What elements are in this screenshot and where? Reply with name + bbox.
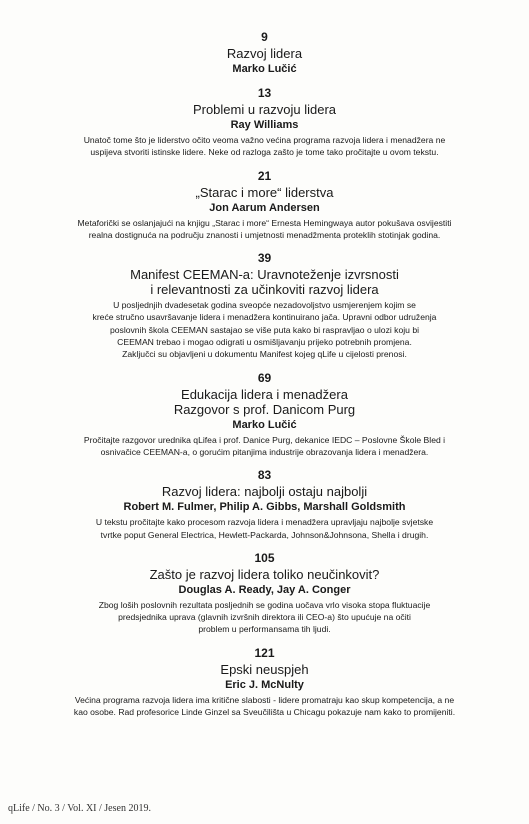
toc-entry (0, 251, 529, 360)
article-title: Razvoj lidera (226, 46, 303, 61)
article-title: Edukacija lidera i menadžera Razgovor s prof. Danicom Purg (173, 386, 356, 417)
article-description: Većina programa razvoja lidera ima kritične slabosti - lidere promatraju kao skup kompetencija, a ne kao osobe. Rad profesorice Linde Ginzel sa Sveučilišta u Chicagu pokazuje nam kako to promijeniti. (73, 694, 456, 718)
toc-entry (0, 646, 529, 719)
article-title: Zašto je razvoj lidera toliko neučinkovit? (149, 566, 380, 582)
page-number: 121 (254, 645, 275, 660)
article-author: Jon Aarum Andersen (209, 201, 320, 214)
page-number: 9 (261, 30, 268, 44)
article-title: Razvoj lidera: najbolji ostaju najbolji (161, 484, 368, 500)
toc-entry (0, 371, 529, 459)
article-author: Marko Lučić (232, 418, 297, 431)
article-author: Eric J. McNulty (225, 678, 304, 691)
article-title: Problemi u razvoju lidera (192, 102, 337, 117)
toc-entry (0, 30, 529, 76)
article-description: Unatoč tome što je liderstvo očito veoma važno većina programa razvoja lidera i menadžera ne uspijeva stvoriti istinske lidere. Neke od razloga zašto je tome tako pročitajte u ovom tekstu. (83, 135, 446, 158)
article-description: Pročitajte razgovor urednika qLifea i prof. Danice Purg, dekanice IEDC – Poslovne Škole Bled i osnivačice CEEMAN-a, o gorućim pitanjima industrije obrazovanja lidera i menadžera. (83, 434, 446, 457)
page-number: 83 (257, 468, 272, 483)
toc-entry (0, 86, 529, 159)
article-author: Robert M. Fulmer, Philip A. Gibbs, Marshall Goldsmith (123, 501, 406, 514)
article-description: U tekstu pročitajte kako procesom razvoja lidera i menadžera upravljaju najbolje svjetske tvrtke poput General Electrica, Hewlett-Packarda, Johnson&Johnsona, Shella i drugih. (95, 517, 434, 540)
article-author: Ray Williams (230, 119, 299, 131)
article-description: Metaforički se oslanjajući na knjigu „Starac i more“ Ernesta Hemingwaya autor pokušava osvijestiti realna dostignuća na području znanosti i umjetnosti menadžmenta proteklih stotinjak godina. (77, 217, 452, 240)
article-author: Douglas A. Ready, Jay A. Conger (178, 583, 351, 596)
article-title: „Starac i more“ liderstva (195, 184, 334, 200)
article-description: Zbog loših poslovnih rezultata posljednih se godina uočava vrlo visoka stopa fluktuacije predsjednika uprava (glavnih izvršnih direktora ili CEO-a) što upućuje na očiti problem u performansama tih ljudi. (98, 599, 431, 635)
article-title: Manifest CEEMAN-a: Uravnoteženje izvrsnosti i relevantnosti za učinkoviti razvoj lidera (130, 267, 399, 298)
page-number: 39 (257, 251, 272, 266)
toc-entry (0, 169, 529, 242)
toc-entry (0, 468, 529, 541)
table-of-contents (0, 30, 529, 728)
article-description: U posljednjih dvadesetak godina sveopće nezadovoljstvo usmjerenjem kojim se kreće stručno usavršavanje lidera i menadžera kontinuirano jača. Upravni odbor udruženja poslovnih škola CEEMAN sastajao se više puta kako bi raspravljao o ulozi koju bi CEEMAN trebao i mogao odigrati u osmišljavanju prijeko potrebnih promjena. Zaključci su objavljeni u dokumentu Manifest kojeg qLife u cijelosti prenosi. (92, 300, 437, 360)
page-number: 13 (257, 86, 272, 100)
page-number: 105 (254, 550, 275, 565)
article-author: Marko Lučić (232, 63, 297, 75)
article-title: Epski neuspjeh (220, 661, 309, 677)
page-number: 69 (257, 370, 272, 385)
page-number: 21 (257, 168, 272, 183)
toc-entry (0, 551, 529, 636)
page-footer: qLife / No. 3 / Vol. XI / Jesen 2019. (8, 803, 151, 814)
